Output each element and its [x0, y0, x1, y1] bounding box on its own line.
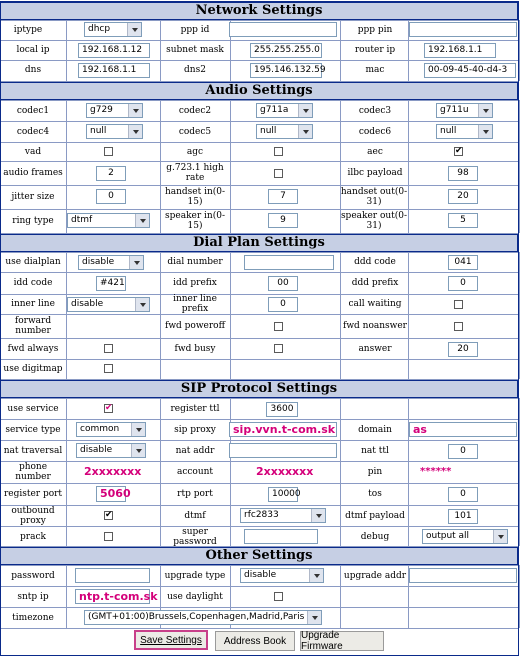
- nat-ttl-input[interactable]: 0: [448, 444, 478, 459]
- nat-addr-input[interactable]: [229, 443, 337, 458]
- label-codec5: codec5: [178, 126, 212, 137]
- label-rtp-port: rtp port: [177, 489, 213, 499]
- dtmf-payload-input[interactable]: 101: [448, 509, 478, 524]
- label-upgrade-type: upgrade type: [164, 570, 226, 581]
- label-domain: domain: [358, 424, 392, 435]
- label-ring-type: ring type: [12, 216, 54, 226]
- label-dns: dns: [24, 65, 42, 75]
- label-fwd-always: fwd always: [7, 343, 59, 354]
- chevron-down-icon: [129, 256, 143, 269]
- label-nat-ttl: nat ttl: [361, 445, 389, 456]
- aec-checkbox[interactable]: [454, 147, 463, 156]
- label-phone-number: phone number: [15, 462, 51, 482]
- ring-type-select-value: dtmf: [71, 215, 93, 225]
- upgrade-firmware-button[interactable]: [300, 631, 384, 651]
- label-timezone: timezone: [12, 612, 54, 623]
- label-ddd-code: ddd code: [354, 257, 396, 267]
- label-ppp-id: ppp id: [180, 25, 210, 35]
- router-ip-input[interactable]: 192.168.1.1: [424, 43, 496, 58]
- use-dialplan-select-value: disable: [82, 257, 115, 267]
- label-g7231-high-rate: g.723.1 high rate: [166, 163, 224, 183]
- label-jitter-size: jitter size: [11, 192, 55, 202]
- codec1-select-value: g729: [90, 105, 113, 115]
- chevron-down-icon: [298, 104, 312, 117]
- label-local-ip: local ip: [16, 45, 50, 55]
- agc-checkbox[interactable]: [274, 147, 283, 156]
- speaker-in-input[interactable]: 9: [268, 213, 298, 228]
- label-sntp-ip: sntp ip: [17, 591, 49, 602]
- inner-line-select-value: disable: [71, 299, 104, 309]
- section-sip: SIP Protocol Settings: [0, 380, 518, 398]
- iptype-select[interactable]: [84, 22, 142, 37]
- chevron-down-icon: [307, 611, 321, 624]
- label-idd-prefix: idd prefix: [173, 278, 217, 288]
- label-codec4: codec4: [16, 126, 50, 137]
- rtp-port-input[interactable]: 10000: [268, 487, 298, 502]
- label-tos: tos: [368, 489, 382, 499]
- chevron-down-icon: [127, 23, 141, 36]
- chevron-down-icon: [128, 125, 142, 138]
- label-speaker-in: speaker in(0-15): [165, 211, 225, 231]
- label-dtmf-payload: dtmf payload: [345, 510, 405, 521]
- codec6-select[interactable]: [436, 124, 493, 139]
- label-prack: prack: [20, 531, 46, 542]
- upgrade-addr-input[interactable]: [409, 568, 517, 583]
- fwd-noanswer-checkbox[interactable]: [454, 322, 463, 331]
- inner-line-select[interactable]: [67, 297, 150, 312]
- mac-input[interactable]: 00-09-45-40-d4-3: [424, 63, 516, 78]
- speaker-out-input[interactable]: 5: [448, 213, 478, 228]
- nat-traversal-select-value: disable: [80, 445, 113, 455]
- address-book-label: Address Book: [223, 635, 287, 647]
- debug-select-value: output all: [426, 531, 470, 541]
- idd-prefix-input[interactable]: 00: [268, 276, 298, 291]
- service-type-select-value: common: [80, 424, 120, 434]
- label-handset-out: handset out(0-31): [340, 187, 408, 207]
- label-router-ip: router ip: [354, 45, 396, 55]
- call-waiting-checkbox[interactable]: [454, 300, 463, 309]
- label-vad: vad: [24, 146, 42, 157]
- chevron-down-icon: [131, 444, 145, 457]
- label-dns2: dns2: [184, 65, 206, 75]
- handset-out-input[interactable]: 20: [448, 189, 478, 204]
- domain-input[interactable]: as: [409, 422, 517, 437]
- label-ppp-pin: ppp pin: [357, 25, 393, 35]
- ring-type-select[interactable]: [67, 213, 150, 228]
- label-inner-line: inner line: [11, 299, 55, 309]
- label-iptype: iptype: [13, 25, 43, 35]
- pin-value[interactable]: ******: [420, 466, 452, 477]
- ilbc-payload-input[interactable]: 98: [448, 166, 478, 181]
- label-dtmf: dtmf: [184, 510, 206, 521]
- fwd-busy-checkbox[interactable]: [274, 344, 283, 353]
- label-sip-proxy: sip proxy: [174, 424, 216, 435]
- register-ttl-input[interactable]: 3600: [266, 402, 298, 417]
- label-register-port: register port: [3, 489, 63, 499]
- codec5-select[interactable]: [256, 124, 313, 139]
- label-account: account: [176, 467, 214, 477]
- label-ilbc-payload: ilbc payload: [347, 168, 403, 178]
- answer-input[interactable]: 20: [448, 342, 478, 357]
- sntp-ip-input[interactable]: ntp.t-com.sk: [75, 589, 150, 604]
- label-codec6: codec6: [358, 126, 392, 137]
- label-use-service: use service: [7, 403, 59, 414]
- label-codec1: codec1: [16, 105, 50, 116]
- label-forward-number: forward number: [14, 316, 52, 336]
- service-type-select[interactable]: [76, 422, 146, 437]
- fwd-always-checkbox[interactable]: [104, 344, 113, 353]
- label-fwd-poweroff: fwd poweroff: [165, 321, 225, 331]
- subnet-mask-input[interactable]: 255.255.255.0: [250, 43, 322, 58]
- outbound-proxy-checkbox[interactable]: [104, 511, 113, 520]
- iptype-select-value: dhcp: [88, 24, 111, 34]
- idd-code-input[interactable]: #421: [96, 276, 126, 291]
- label-mac: mac: [365, 65, 385, 75]
- codec2-select[interactable]: [256, 103, 313, 118]
- g7231-checkbox[interactable]: [274, 169, 283, 178]
- ddd-code-input[interactable]: 041: [448, 255, 478, 270]
- sip-proxy-input[interactable]: sip.vvn.t-com.sk: [229, 422, 337, 437]
- label-upgrade-addr: upgrade addr: [343, 570, 407, 581]
- timezone-select[interactable]: [84, 610, 322, 625]
- save-settings-label: Save Settings: [140, 634, 202, 646]
- chevron-down-icon: [131, 423, 145, 436]
- dtmf-select-value: rfc2833: [244, 510, 279, 520]
- codec3-select[interactable]: [436, 103, 493, 118]
- label-service-type: service type: [5, 424, 61, 435]
- label-codec2: codec2: [178, 105, 212, 116]
- label-fwd-noanswer: fwd noanswer: [343, 321, 407, 331]
- label-agc: agc: [186, 146, 204, 157]
- local-ip-input[interactable]: 192.168.1.12: [78, 43, 150, 58]
- codec4-select-value: null: [90, 126, 107, 136]
- dns2-input[interactable]: 195.146.132.59: [250, 63, 322, 78]
- label-password: password: [11, 570, 55, 581]
- save-settings-button[interactable]: [134, 630, 208, 650]
- dial-number-input[interactable]: [244, 255, 334, 270]
- codec5-select-value: null: [260, 126, 277, 136]
- chevron-down-icon: [135, 298, 149, 311]
- label-dial-number: dial number: [167, 257, 223, 267]
- label-codec3: codec3: [358, 105, 392, 116]
- phone-number-value[interactable]: 2xxxxxxx: [84, 465, 142, 478]
- codec1-select[interactable]: [86, 103, 143, 118]
- section-dial: Dial Plan Settings: [0, 234, 518, 252]
- chevron-down-icon: [478, 104, 492, 117]
- address-book-button[interactable]: [215, 631, 295, 651]
- label-audio-frames: audio frames: [3, 168, 63, 178]
- account-value[interactable]: 2xxxxxxx: [256, 465, 314, 478]
- handset-in-input[interactable]: 7: [268, 189, 298, 204]
- label-idd-code: idd code: [13, 278, 53, 288]
- inner-line-prefix-input[interactable]: 0: [268, 297, 298, 312]
- label-pin: pin: [367, 467, 383, 477]
- label-subnet-mask: subnet mask: [166, 45, 224, 55]
- upgrade-type-select[interactable]: [240, 568, 324, 583]
- use-daylight-checkbox[interactable]: [274, 592, 283, 601]
- label-fwd-busy: fwd busy: [174, 343, 216, 354]
- use-digitmap-checkbox[interactable]: [104, 364, 113, 373]
- chevron-down-icon: [478, 125, 492, 138]
- label-register-ttl: register ttl: [170, 403, 220, 414]
- timezone-select-value: (GMT+01:00)Brussels,Copenhagen,Madrid,Paris: [88, 612, 305, 622]
- chevron-down-icon: [309, 569, 323, 582]
- label-use-digitmap: use digitmap: [3, 364, 63, 374]
- section-other: Other Settings: [0, 547, 518, 565]
- codec2-select-value: g711a: [260, 105, 289, 115]
- label-speaker-out: speaker out(0-31): [340, 211, 408, 231]
- label-use-daylight: use daylight: [167, 591, 223, 602]
- codec4-select[interactable]: [86, 124, 143, 139]
- jitter-size-input[interactable]: 0: [96, 189, 126, 204]
- label-outbound-proxy: outbound proxy: [11, 505, 55, 526]
- audio-frames-input[interactable]: 2: [96, 166, 126, 181]
- nat-traversal-select[interactable]: [76, 443, 146, 458]
- super-password-input[interactable]: [244, 529, 318, 544]
- codec6-select-value: null: [440, 126, 457, 136]
- label-ddd-prefix: ddd prefix: [351, 278, 399, 288]
- label-use-dialplan: use dialplan: [5, 257, 61, 267]
- upgrade-type-select-value: disable: [244, 570, 277, 580]
- chevron-down-icon: [311, 509, 325, 522]
- chevron-down-icon: [298, 125, 312, 138]
- use-dialplan-select[interactable]: [78, 255, 144, 270]
- ppp-pin-input[interactable]: [409, 22, 517, 37]
- codec3-select-value: g711u: [440, 105, 469, 115]
- debug-select[interactable]: [422, 529, 508, 544]
- label-call-waiting: call waiting: [348, 299, 402, 309]
- dns-input[interactable]: 192.168.1.1: [78, 63, 150, 78]
- upgrade-firmware-label: Upgrade Firmware: [301, 630, 343, 652]
- label-debug: debug: [360, 531, 390, 542]
- fwd-poweroff-checkbox[interactable]: [274, 322, 283, 331]
- ppp-id-input[interactable]: [229, 22, 337, 37]
- vad-checkbox[interactable]: [104, 147, 113, 156]
- chevron-down-icon: [128, 104, 142, 117]
- label-nat-addr: nat addr: [175, 445, 215, 456]
- password-input[interactable]: [75, 568, 150, 583]
- label-nat-traversal: nat traversal: [3, 445, 63, 456]
- dtmf-select[interactable]: [240, 508, 326, 523]
- chevron-down-icon: [135, 214, 149, 227]
- tos-input[interactable]: 0: [448, 487, 478, 502]
- label-aec: aec: [367, 146, 383, 157]
- use-service-checkbox[interactable]: [104, 404, 113, 413]
- label-inner-line-prefix: inner line prefix: [173, 294, 217, 314]
- label-answer: answer: [358, 343, 392, 354]
- register-port-input[interactable]: 5060: [96, 486, 126, 502]
- section-network: Network Settings: [0, 2, 518, 20]
- chevron-down-icon: [493, 530, 507, 543]
- prack-checkbox[interactable]: [104, 532, 113, 541]
- label-handset-in: handset in(0-15): [164, 187, 226, 207]
- section-audio: Audio Settings: [0, 82, 518, 100]
- label-super-password: super password: [173, 526, 217, 547]
- ddd-prefix-input[interactable]: 0: [448, 276, 478, 291]
